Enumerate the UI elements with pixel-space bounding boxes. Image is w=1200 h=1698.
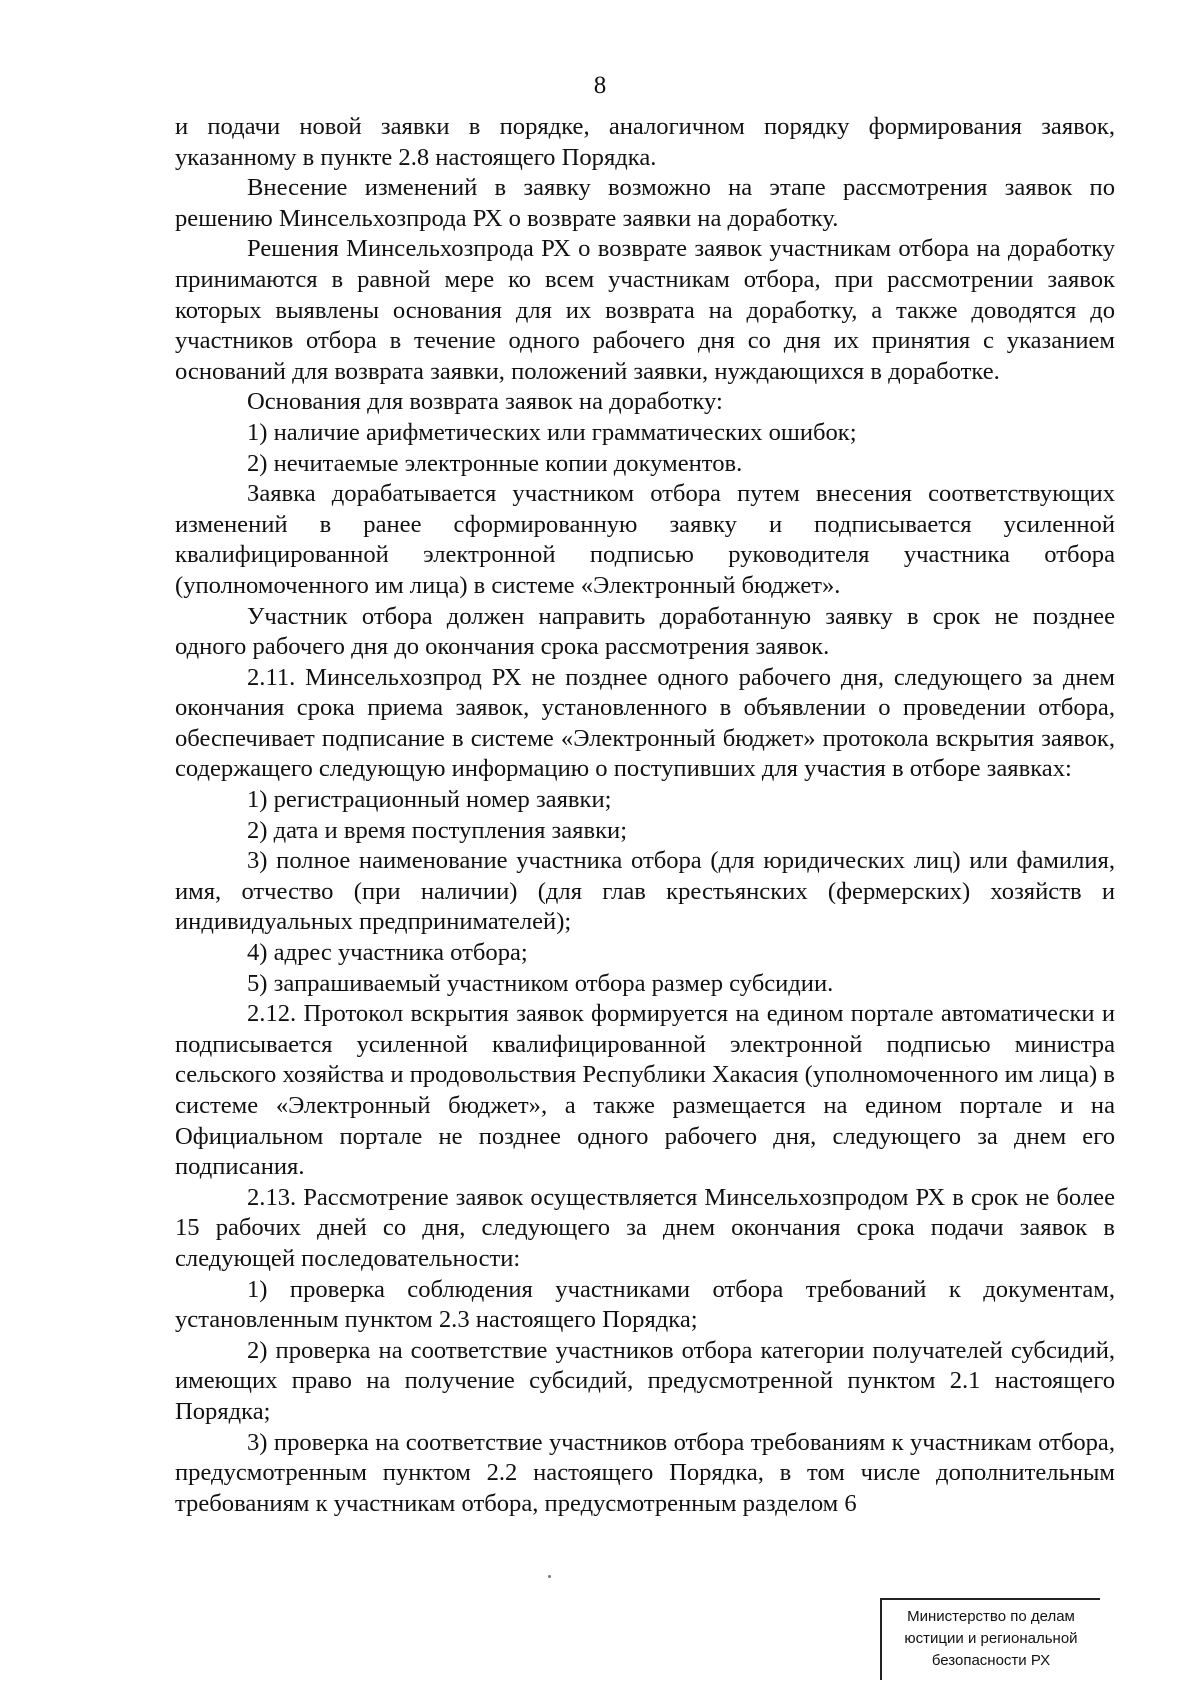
- stamp-line: юстиции и региональной: [904, 1630, 1078, 1647]
- page-number: 8: [593, 72, 607, 99]
- list-item: 2) нечитаемые электронные копии документов.: [247, 449, 743, 477]
- list-item: 3) полное наименование участника отбора (для юридических лиц) или фамилия, имя, отчество (при наличии) (для глав крестьянских (фермерских) хозяйств и индивидуальных предпринимателей);: [175, 847, 1115, 936]
- stamp-line: безопасности РХ: [931, 1652, 1051, 1669]
- registration-stamp: [880, 1598, 1100, 1680]
- scan-speck: [548, 1575, 551, 1578]
- paragraph: Заявка дорабатывается участником отбора путем внесения соответствующих изменений в ранее сформированную заявку и подписывается усиленной квалифицированной электронной подписью руководителя участника отбора (уполномоченного им лица) в системе «Электронный бюджет».: [175, 480, 1115, 599]
- list-item: 5) запрашиваемый участником отбора размер субсидии.: [247, 969, 834, 997]
- section-paragraph: 2.12. Протокол вскрытия заявок формируется на едином портале автоматически и подписывается усиленной квалифицированной электронной подписью министра сельского хозяйства и продовольствия Республики Хакасия (уполномоченного им лица) в системе «Электронный бюджет», а также размещается на едином портале и на Официальном портале не позднее одного рабочего дня, следующего за днем его подписания.: [175, 1000, 1115, 1181]
- paragraph: Решения Минсельхозпрода РХ о возврате заявок участникам отбора на доработку принимаются в равной мере ко всем участникам отбора, при рассмотрении заявок которых выявлены основания для их возврата на доработку, а также доводятся до участников отбора в течение одного рабочего дня со дня их принятия с указанием оснований для возврата заявки, положений заявки, нуждающихся в доработке.: [175, 235, 1115, 385]
- document-body: [175, 112, 1115, 1519]
- stamp-line: Министерство по делам: [907, 1608, 1075, 1625]
- list-item: 2) дата и время поступления заявки;: [247, 816, 628, 844]
- list-item: 3) проверка на соответствие участников отбора требованиям к участникам отбора, предусмотренным пунктом 2.2 настоящего Порядка, в том числе дополнительным требованиям к участникам отбора, предусмотренным разделом 6: [175, 1428, 1115, 1517]
- paragraph: Основания для возврата заявок на доработку:: [247, 388, 723, 416]
- list-item: 1) регистрационный номер заявки;: [247, 786, 612, 814]
- list-item: 2) проверка на соответствие участников отбора категории получателей субсидий, имеющих право на получение субсидий, предусмотренной пунктом 2.1 настоящего Порядка;: [175, 1336, 1115, 1425]
- paragraph: Внесение изменений в заявку возможно на этапе рассмотрения заявок по решению Минсельхозпрода РХ о возврате заявки на доработку.: [175, 174, 1115, 232]
- list-item: 4) адрес участника отбора;: [247, 939, 528, 967]
- paragraph: и подачи новой заявки в порядке, аналогичном порядку формирования заявок, указанному в пункте 2.8 настоящего Порядка.: [175, 113, 1115, 171]
- list-item: 1) проверка соблюдения участниками отбора требований к документам, установленным пунктом 2.3 настоящего Порядка;: [175, 1275, 1115, 1334]
- list-item: 1) наличие арифметических или грамматических ошибок;: [247, 418, 857, 446]
- section-paragraph: 2.11. Минсельхозпрод РХ не позднее одного рабочего дня, следующего за днем окончания срока приема заявок, установленного в объявлении о проведении отбора, обеспечивает подписание в системе «Электронный бюджет» протокола вскрытия заявок, содержащего следующую информацию о поступивших для участия в отборе заявках:: [175, 663, 1115, 783]
- section-paragraph: 2.13. Рассмотрение заявок осуществляется Минсельхозпродом РХ в срок не более 15 рабочих дней со дня, следующего за днем окончания срока подачи заявок в следующей последовательности:: [175, 1183, 1115, 1272]
- paragraph: Участник отбора должен направить доработанную заявку в срок не позднее одного рабочего дня до окончания срока рассмотрения заявок.: [175, 602, 1115, 661]
